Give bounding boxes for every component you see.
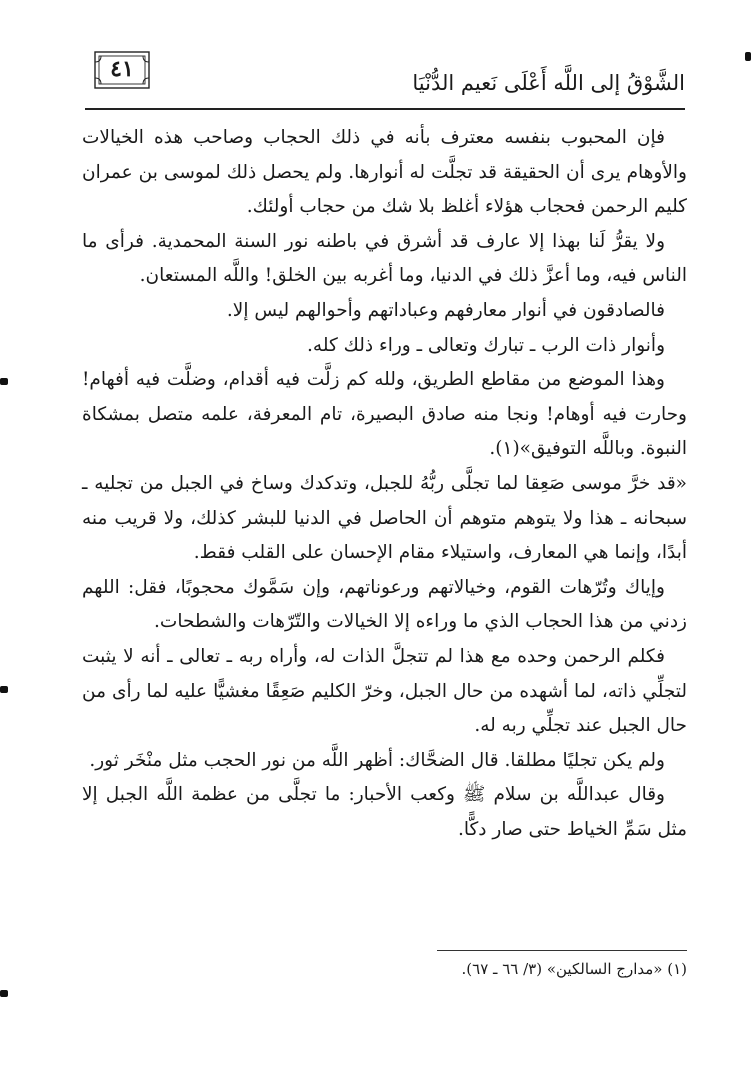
footnote: (١) «مدارج السالكين» (٣/ ٦٦ ـ ٦٧). <box>461 960 687 978</box>
scan-mark <box>745 52 751 61</box>
paragraph: وإياك وتُرّهات القوم، وخيالاتهم ورعوناتهم، وإن سَمَّوك محجوبًا، فقل: اللهم زدني من هذا الحجاب الذي ما وراءه إلا الخيالات والتّرّهات والشطحات. <box>82 576 687 633</box>
running-title: الشَّوْقُ إلى اللَّه أَعْلَى نَعيم الدُّنْيَا <box>412 71 685 95</box>
paragraph: فالصادقون في أنوار معارفهم وعباداتهم وأحوالهم ليس إلا. <box>226 299 665 321</box>
page-number-frame <box>93 50 151 90</box>
paragraph: وأنوار ذات الرب ـ تبارك وتعالى ـ وراء ذلك كله. <box>307 334 665 356</box>
paragraph: وقال عبداللَّه بن سلام ﷺ وكعب الأحبار: ما تجلَّى من عظمة اللَّه الجبل إلا مثل سَمِّ الخياط حتى صار دكًّا. <box>82 784 687 840</box>
paragraph: «قد خرَّ موسى صَعِقا لما تجلَّى ربُّهُ للجبل، وتدكدك وساخ في الجبل من تجليه ـ سبحانه ـ هذا ولا يتوهم متوهم أن الحاصل في الدنيا للبشر كذلك، ولا قريب منه أبدًا، وإنما هي المعارف، واستيلاء مقام الإحسان على القلب فقط. <box>82 472 687 564</box>
page-number: ٤١ <box>110 56 134 82</box>
paragraph: ولم يكن تجليًا مطلقا. قال الضحَّاك: أظهر اللَّه من نور الحجب مثل منْخَر ثور. <box>89 749 665 771</box>
page-header <box>85 42 685 106</box>
body-text <box>82 121 687 847</box>
scan-mark <box>0 378 8 385</box>
scan-mark <box>0 990 8 997</box>
paragraph: فإن المحبوب بنفسه معترف بأنه في ذلك الحجاب وصاحب هذه الخيالات والأوهام يرى أن الحقيقة قد تجلَّت له أنوارها. ولم يحصل ذلك لموسى بن عمران كليم الرحمن فحجاب هؤلاء أغلظ بلا شك من حجاب أولئك. <box>82 127 687 218</box>
paragraph: فكلم الرحمن وحده مع هذا لم تتجلَّ الذات له، وأراه ربه ـ تعالى ـ أنه لا يثبت لتجلِّي ذاته، لما أشهده من حال الجبل، وخرّ الكليم صَعِقًا مغشيًّا عليه لما رأى من حال الجبل عند تجلِّي ربه له. <box>82 645 687 737</box>
footnote-rule <box>437 950 687 951</box>
paragraph: وهذا الموضع من مقاطع الطريق، ولله كم زلَّت فيه أقدام، وضلَّت فيه أفهام! وحارت فيه أوهام! ونجا منه صادق البصيرة، تام المعرفة، علمه متصل بمشكاة النبوة. وباللَّه التوفيق»(١). <box>82 369 687 460</box>
paragraph: ولا يقرُّ لَنا بهذا إلا عارف قد أشرق في باطنه نور السنة المحمدية. فرأى ما الناس فيه، وما أعزَّ ذلك في الدنيا، وما أغربه بين الخلق! واللَّه المستعان. <box>82 230 687 287</box>
scan-mark <box>0 686 8 693</box>
header-rule <box>85 108 685 110</box>
